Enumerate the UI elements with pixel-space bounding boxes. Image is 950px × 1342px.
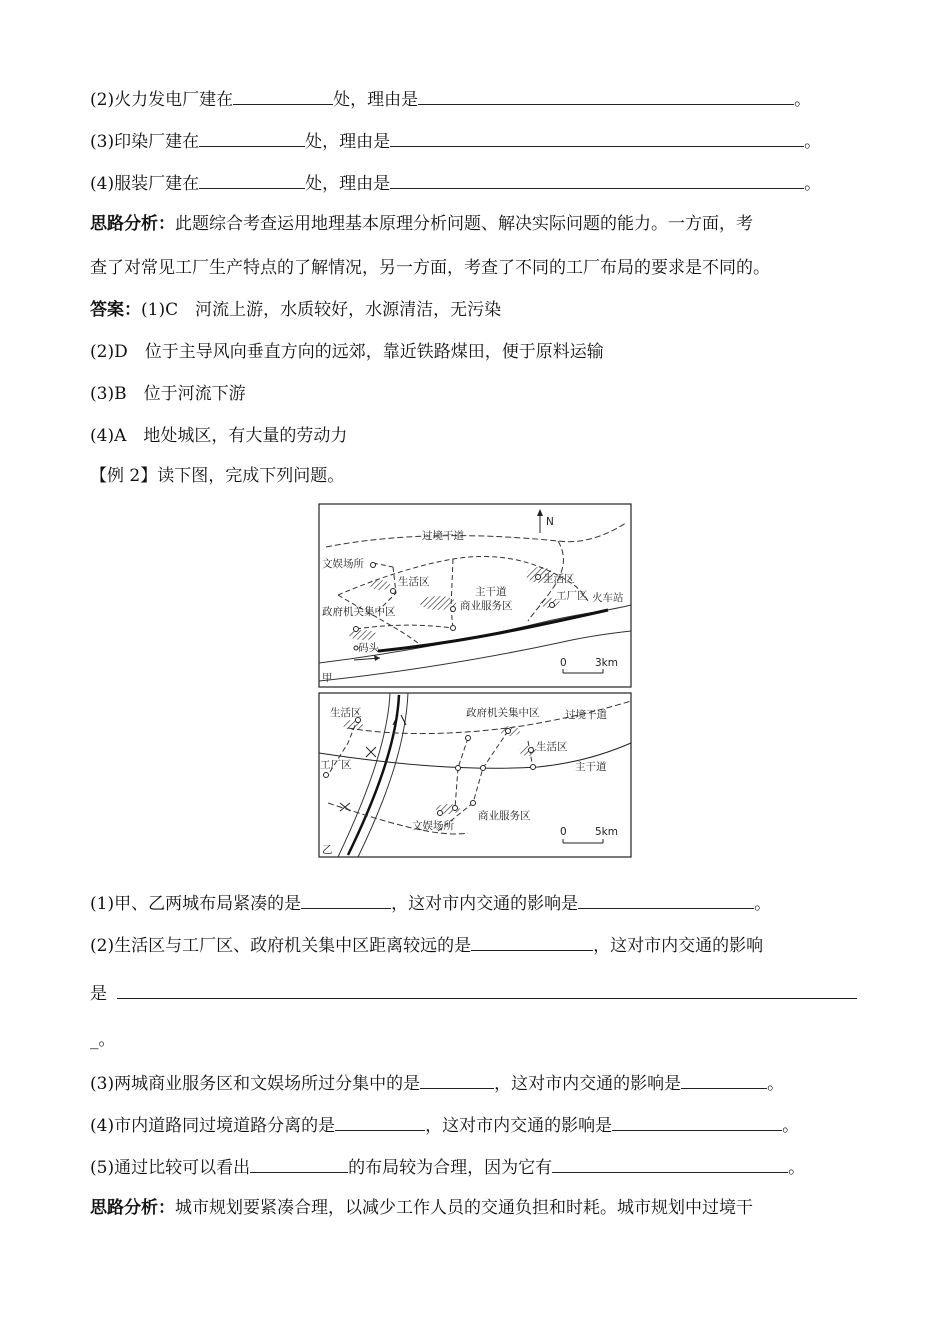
- q1-item-4: [90, 170, 821, 196]
- q1-item-3-middle: 处，理由是: [305, 132, 391, 152]
- scale-value: 3km: [595, 657, 618, 669]
- q2-item-2-tail: _。: [90, 1030, 116, 1050]
- answer-blank[interactable]: [612, 1112, 782, 1131]
- map-jia: [319, 504, 631, 687]
- q2-item-4: [90, 1112, 799, 1138]
- answer-blank[interactable]: [390, 170, 804, 189]
- q2-item-2: [90, 932, 763, 958]
- answer-blank[interactable]: [681, 1070, 767, 1089]
- q1-item-2-middle: 处，理由是: [333, 90, 419, 110]
- node: [536, 575, 541, 580]
- node: [451, 607, 456, 612]
- label-transit-road: 过境干道: [422, 530, 464, 542]
- q2-item-1-prefix: (1)甲、乙两城布局紧凑的是: [90, 894, 302, 914]
- answer-blank[interactable]: [199, 128, 305, 147]
- label-station: 火车站: [592, 592, 624, 604]
- label-living-left: 生活区: [398, 576, 430, 588]
- q1-item-4-middle: 处，理由是: [305, 174, 391, 194]
- label-government: 政府机关集中区: [466, 707, 540, 719]
- city-maps-figure: [318, 503, 632, 858]
- period: 。: [794, 90, 812, 110]
- answer-label: 答案：: [90, 300, 141, 320]
- map-jia-label: 甲: [322, 672, 333, 684]
- q2-item-5: [90, 1154, 805, 1180]
- example2-title: 【例 2】读下图，完成下列问题。: [90, 466, 345, 486]
- label-main-road: 主干道: [475, 586, 507, 598]
- scale-zero: 0: [560, 657, 567, 669]
- answer-blank[interactable]: [199, 170, 305, 189]
- answer-blank[interactable]: [420, 1070, 494, 1089]
- answer-blank[interactable]: [335, 1112, 425, 1131]
- answer1-line2: (2)D 位于主导风向垂直方向的远郊，靠近铁路煤田，便于原料运输: [90, 342, 604, 362]
- map-yi-label: 乙: [322, 844, 333, 856]
- q1-item-2-prefix: (2)火力发电厂建在: [90, 90, 234, 110]
- answer-blank[interactable]: [301, 890, 391, 909]
- q2-item-1: [90, 890, 771, 916]
- q2-item-1-middle: ，这对市内交通的影响是: [391, 894, 579, 914]
- q2-item-3-middle: ，这对市内交通的影响是: [494, 1074, 682, 1094]
- q2-item-4-middle: ，这对市内交通的影响是: [425, 1116, 613, 1136]
- q2-item-3-prefix: (3)两城商业服务区和文娱场所过分集中的是: [90, 1074, 421, 1094]
- answer-blank[interactable]: [233, 86, 333, 105]
- north-label: N: [546, 516, 554, 528]
- analysis-label: 思路分析：: [90, 1198, 175, 1218]
- answer1-line1: [90, 298, 501, 322]
- q1-item-3: [90, 128, 821, 154]
- scale-value: 5km: [595, 826, 618, 838]
- label-living-right: 生活区: [543, 573, 575, 585]
- answer1-line4: (4)A 地处城区，有大量的劳动力: [90, 426, 348, 446]
- analysis1-line2: 查了对常见工厂生产特点的了解情况，另一方面，考查了不同的工厂布局的要求是不同的。: [90, 258, 770, 278]
- analysis-label: 思路分析：: [90, 214, 175, 234]
- answer-blank[interactable]: [117, 980, 857, 999]
- node: [391, 589, 396, 594]
- period: 。: [782, 1116, 800, 1136]
- living-zone-jia-left: [370, 580, 390, 590]
- label-commerce: 商业服务区: [478, 810, 531, 822]
- map-yi: [319, 693, 631, 857]
- label-commerce: 商业服务区: [460, 600, 513, 612]
- label-transit-road: 过境干道: [565, 709, 607, 721]
- q2-item-5-prefix: (5)通过比较可以看出: [90, 1158, 251, 1178]
- label-wharf: 码头: [358, 642, 379, 654]
- answer-text: (1)C 河流上游，水质较好，水源清洁，无污染: [141, 300, 502, 320]
- label-factory: 工厂区: [320, 759, 352, 771]
- q2-item-5-middle: 的布局较为合理，因为它有: [348, 1158, 553, 1178]
- q2-item-2-middle: ，这对市内交通的影响: [593, 936, 764, 956]
- answer-blank[interactable]: [578, 890, 754, 909]
- period: 。: [754, 894, 772, 914]
- analysis-text: 城市规划要紧凑合理，以减少工作人员的交通负担和时耗。城市规划中过境干: [175, 1198, 753, 1218]
- analysis1-line1: [90, 212, 753, 236]
- living-zone-yi-right: [519, 746, 537, 756]
- period: 。: [788, 1158, 806, 1178]
- scale-zero: 0: [560, 826, 567, 838]
- q2-item-3: [90, 1070, 784, 1096]
- label-factory: 工厂区: [556, 590, 588, 602]
- q1-item-4-prefix: (4)服装厂建在: [90, 174, 200, 194]
- node: [354, 627, 359, 632]
- answer-blank[interactable]: [418, 86, 794, 105]
- period: 。: [767, 1074, 785, 1094]
- label-main-road: 主干道: [575, 761, 607, 773]
- gov-zone-jia: [349, 630, 377, 640]
- answer-blank[interactable]: [390, 128, 804, 147]
- label-entertainment: 文娱场所: [322, 558, 364, 570]
- answer-blank[interactable]: [552, 1154, 788, 1173]
- q2-item-4-prefix: (4)市内道路同过境道路分离的是: [90, 1116, 336, 1136]
- q2-item-2-continuation: 是: [90, 984, 107, 1004]
- q2-item-2-continued: [90, 980, 857, 1006]
- period: 。: [804, 174, 822, 194]
- period: 。: [804, 132, 822, 152]
- label-living-left: 生活区: [330, 707, 362, 719]
- analysis-text: 此题综合考查运用地理基本原理分析问题、解决实际问题的能力。一方面，考: [175, 214, 753, 234]
- label-entertainment: 文娱场所: [412, 820, 454, 832]
- analysis2-line1: [90, 1196, 753, 1220]
- q1-item-2: [90, 86, 811, 112]
- label-living-right: 生活区: [536, 741, 568, 753]
- answer-blank[interactable]: [250, 1154, 348, 1173]
- q2-item-2-prefix: (2)生活区与工厂区、政府机关集中区距离较远的是: [90, 936, 472, 956]
- node: [451, 626, 456, 631]
- q1-item-3-prefix: (3)印染厂建在: [90, 132, 200, 152]
- label-government: 政府机关集中区: [322, 606, 396, 618]
- node: [550, 603, 555, 608]
- node: [371, 563, 376, 568]
- answer1-line3: (3)B 位于河流下游: [90, 384, 246, 404]
- answer-blank[interactable]: [471, 932, 593, 951]
